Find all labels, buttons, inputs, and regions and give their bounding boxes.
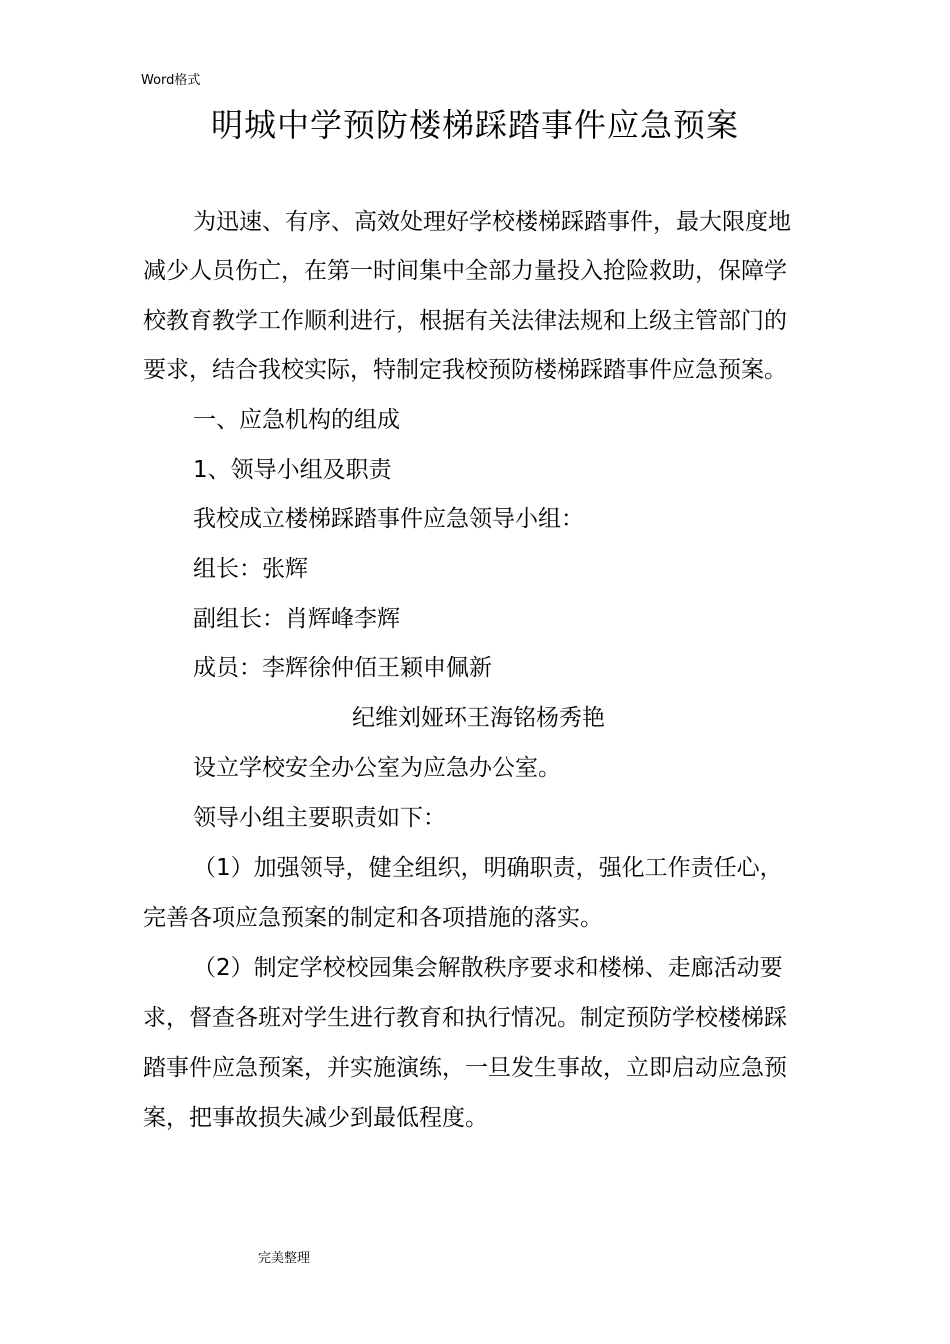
intro-line-2: 减少人员伤亡，在第一时间集中全部力量投入抢险救助，保障学 — [143, 258, 787, 284]
members-line-1: 成员：李辉徐仲佰王颖申佩新 — [193, 655, 492, 681]
section-heading: 一、应急机构的组成 — [193, 407, 400, 433]
intro-line-4: 要求，结合我校实际，特制定我校预防楼梯踩踏事件应急预案。 — [143, 357, 787, 383]
document-title: 明城中学预防楼梯踩踏事件应急预案 — [210, 106, 739, 144]
duty-1-line-1: （1）加强领导，健全组织，明确职责，强化工作责任心， — [193, 855, 783, 881]
duty-1-line-2: 完善各项应急预案的制定和各项措施的落实。 — [143, 905, 603, 931]
intro-line-3: 校教育教学工作顺利进行，根据有关法律法规和上级主管部门的 — [143, 308, 787, 334]
page-header-label: Word格式 — [141, 73, 201, 88]
duties-intro-text: 领导小组主要职责如下： — [193, 805, 446, 831]
group-leader-text: 组长：张辉 — [193, 556, 308, 582]
intro-line-1: 为迅速、有序、高效处理好学校楼梯踩踏事件，最大限度地 — [193, 209, 791, 235]
group-established-text: 我校成立楼梯踩踏事件应急领导小组： — [193, 506, 584, 532]
office-text: 设立学校安全办公室为应急办公室。 — [193, 755, 561, 781]
duty-2-line-2: 求，督查各班对学生进行教育和执行情况。制定预防学校楼梯踩 — [143, 1005, 787, 1031]
duty-2-line-4: 案，把事故损失减少到最低程度。 — [143, 1105, 488, 1131]
subsection-heading: 1、领导小组及职责 — [193, 457, 392, 483]
deputy-leader-text: 副组长：肖辉峰李辉 — [193, 606, 400, 632]
members-line-2: 纪维刘娅环王海铭杨秀艳 — [352, 705, 605, 731]
duty-2-line-1: （2）制定学校校园集会解散秩序要求和楼梯、走廊活动要 — [193, 955, 783, 981]
page-footer-label: 完美整理 — [258, 1251, 311, 1266]
duty-2-line-3: 踏事件应急预案，并实施演练，一旦发生事故，立即启动应急预 — [143, 1055, 787, 1081]
